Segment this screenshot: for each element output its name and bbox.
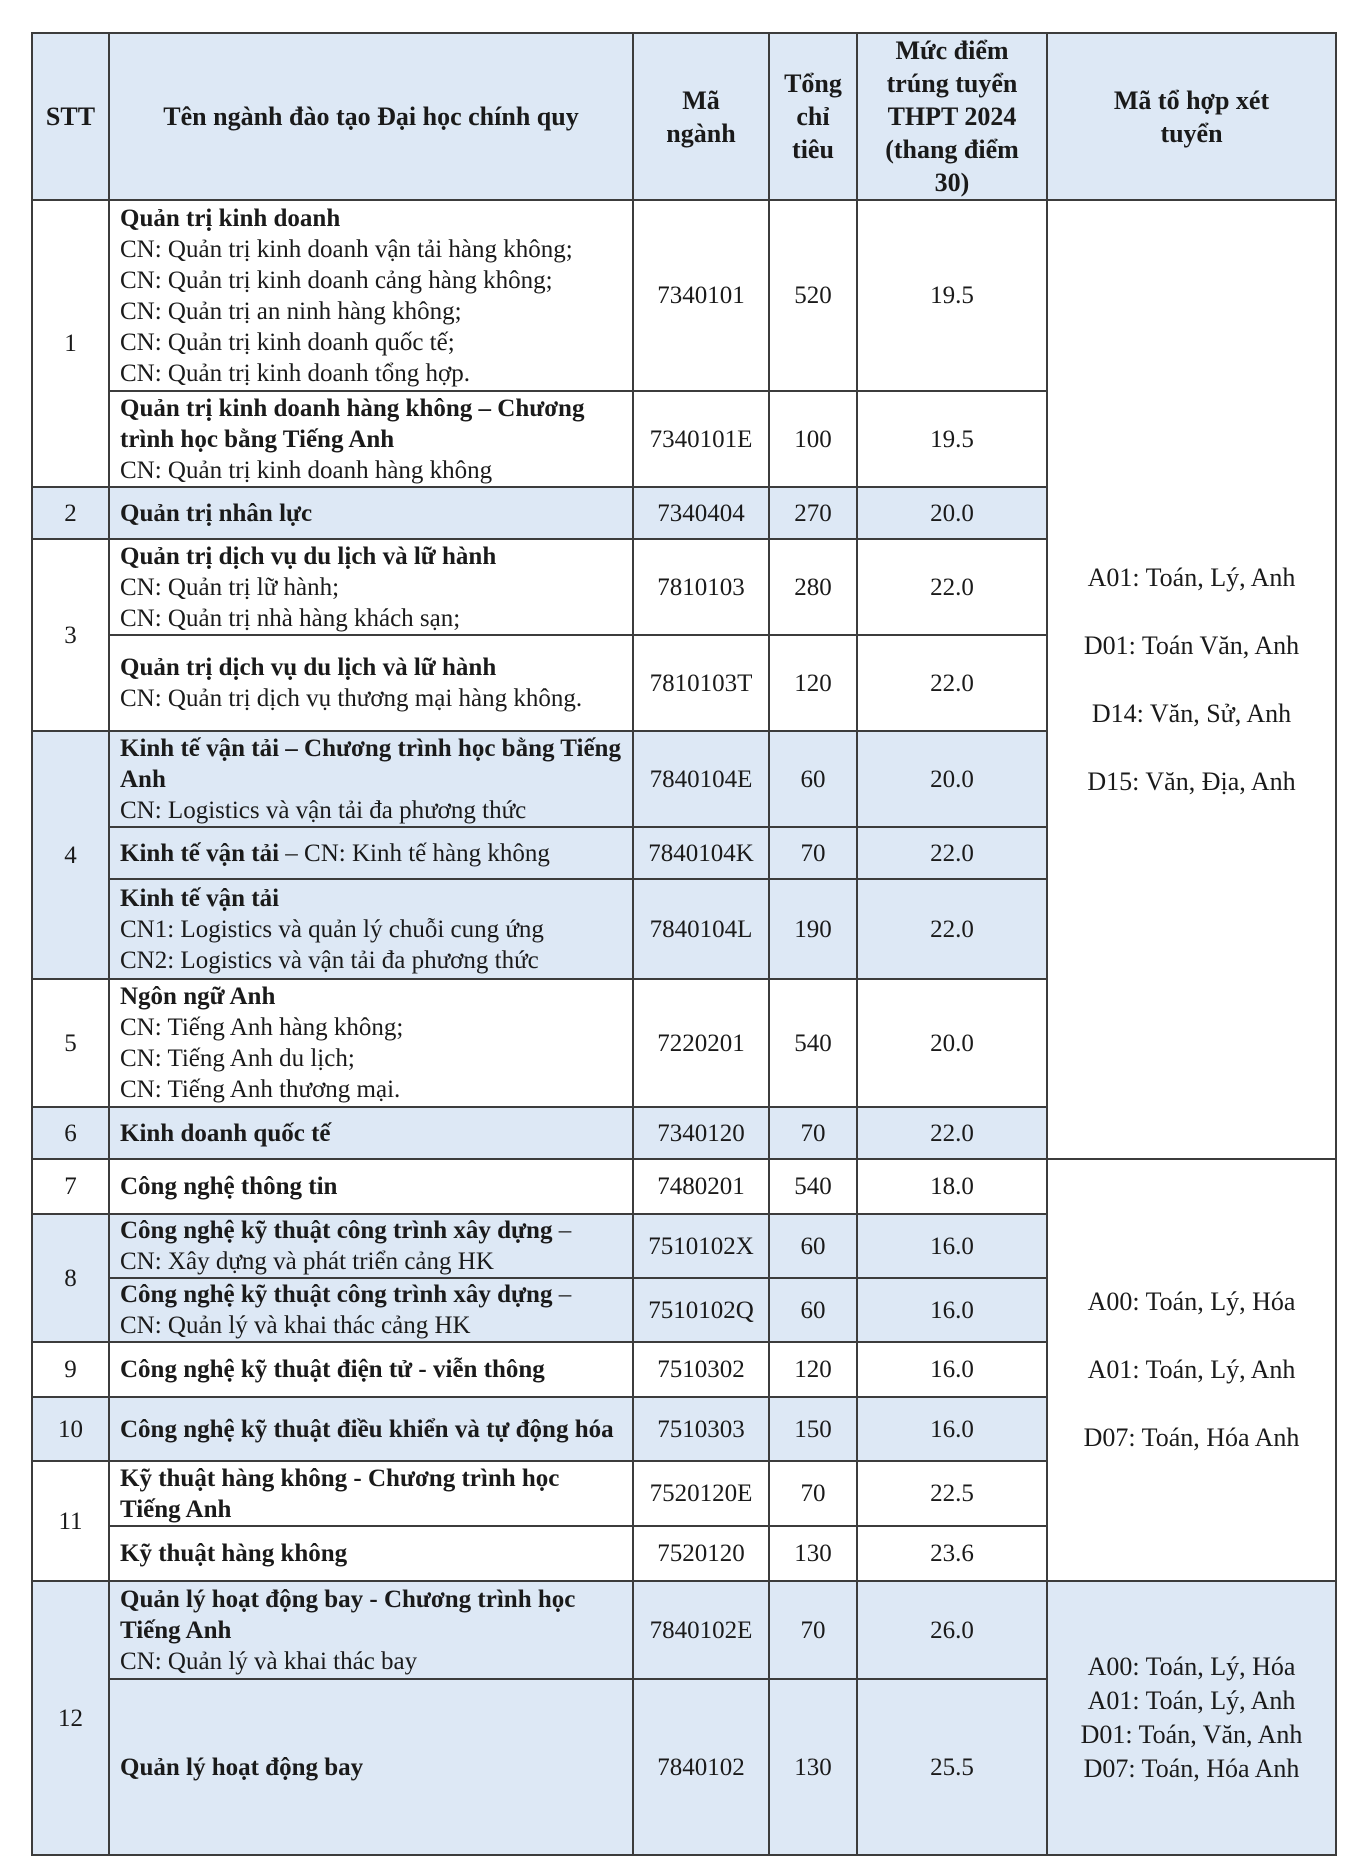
stt-cell: 8 bbox=[32, 1214, 109, 1342]
header-row bbox=[32, 33, 1336, 200]
stt-cell: 6 bbox=[32, 1107, 109, 1159]
program-name: Công nghệ thông tin bbox=[120, 1173, 338, 1200]
program-code: 7220201 bbox=[633, 979, 769, 1107]
program-spec: CN: Logistics và vận tải đa phương thức bbox=[120, 796, 527, 824]
combination-item: A00: Toán, Lý, Hóa bbox=[1087, 1287, 1296, 1316]
program-name: Kỹ thuật hàng không bbox=[120, 1540, 348, 1567]
quota: 60 bbox=[769, 731, 857, 827]
quota: 280 bbox=[769, 539, 857, 635]
combination-item: D07: Toán, Hóa Anh bbox=[1083, 1423, 1300, 1452]
score: 20.0 bbox=[857, 487, 1047, 539]
program-name: Quản trị nhân lực bbox=[120, 499, 313, 527]
combination-cell-group2 bbox=[1047, 1159, 1336, 1581]
combination-cell-group1 bbox=[1047, 200, 1336, 1159]
program-name-cell bbox=[109, 391, 633, 487]
program-code: 7510302 bbox=[633, 1342, 769, 1397]
program-name: Công nghệ kỹ thuật điều khiển và tự động hóa bbox=[120, 1415, 614, 1443]
program-code: 7840102E bbox=[633, 1581, 769, 1679]
program-name: Kinh tế vận tải bbox=[120, 839, 280, 867]
program-name-cell bbox=[109, 979, 633, 1107]
program-code: 7340404 bbox=[633, 487, 769, 539]
score: 22.0 bbox=[857, 635, 1047, 731]
stt-cell: 12 bbox=[32, 1581, 109, 1855]
program-spec: CN: Xây dựng và phát triển cảng HK bbox=[120, 1248, 494, 1275]
quota: 120 bbox=[769, 635, 857, 731]
program-name: Công nghệ kỹ thuật công trình xây dựng bbox=[120, 1281, 553, 1308]
program-name-cell bbox=[109, 1278, 633, 1342]
table-row bbox=[32, 1159, 1336, 1214]
program-spec: CN2: Logistics và vận tải đa phương thức bbox=[120, 946, 539, 974]
score: 19.5 bbox=[857, 200, 1047, 391]
score: 22.0 bbox=[857, 879, 1047, 979]
combination-item: D15: Văn, Địa, Anh bbox=[1087, 766, 1296, 796]
score: 16.0 bbox=[857, 1214, 1047, 1278]
stt-cell: 9 bbox=[32, 1342, 109, 1397]
program-code: 7510102X bbox=[633, 1214, 769, 1278]
program-spec: CN: Quản trị an ninh hàng không; bbox=[120, 297, 462, 325]
program-code: 7840102 bbox=[633, 1679, 769, 1855]
program-code: 7840104L bbox=[633, 879, 769, 979]
stt-cell: 2 bbox=[32, 487, 109, 539]
score: 18.0 bbox=[857, 1159, 1047, 1214]
quota: 540 bbox=[769, 1159, 857, 1214]
program-spec: CN: Quản trị nhà hàng khách sạn; bbox=[120, 604, 461, 632]
program-spec: CN: Quản trị dịch vụ thương mại hàng không. bbox=[120, 685, 583, 712]
program-name: Kinh doanh quốc tế bbox=[120, 1119, 331, 1147]
score: 22.0 bbox=[857, 1107, 1047, 1159]
program-name-cell bbox=[109, 731, 633, 827]
admission-score-table-wrapper bbox=[31, 32, 1335, 1856]
program-name-cell bbox=[109, 879, 633, 979]
stt-cell: 1 bbox=[32, 200, 109, 487]
header-score: Mức điểm trúng tuyển THPT 2024 (thang điểm 30) bbox=[857, 33, 1047, 200]
program-name: Kinh tế vận tải – Chương trình học bằng Tiếng Anh bbox=[120, 734, 621, 793]
program-code: 7520120E bbox=[633, 1461, 769, 1526]
program-name-cell bbox=[109, 539, 633, 635]
program-spec: CN: Tiếng Anh du lịch; bbox=[120, 1045, 355, 1072]
quota: 540 bbox=[769, 979, 857, 1107]
score: 22.5 bbox=[857, 1461, 1047, 1526]
program-spec: CN: Quản trị lữ hành; bbox=[120, 573, 340, 601]
stt-cell: 11 bbox=[32, 1461, 109, 1581]
program-spec: CN: Quản lý và khai thác cảng HK bbox=[120, 1312, 471, 1339]
program-spec: CN1: Logistics và quản lý chuỗi cung ứng bbox=[120, 915, 544, 943]
program-code: 7810103 bbox=[633, 539, 769, 635]
program-name: Kỹ thuật hàng không - Chương trình học Tiếng Anh bbox=[120, 1464, 560, 1523]
program-code: 7510303 bbox=[633, 1397, 769, 1461]
score: 22.0 bbox=[857, 539, 1047, 635]
program-name-cell bbox=[109, 1397, 633, 1461]
combination-item: D07: Toán, Hóa Anh bbox=[1083, 1754, 1300, 1783]
quota: 60 bbox=[769, 1214, 857, 1278]
program-name: Công nghệ kỹ thuật điện tử - viễn thông bbox=[120, 1356, 545, 1383]
program-name-suffix: – CN: Kinh tế hàng không bbox=[279, 839, 550, 867]
program-spec: CN: Quản lý và khai thác bay bbox=[120, 1647, 418, 1675]
program-name: Quản trị dịch vụ du lịch và lữ hành bbox=[120, 654, 497, 681]
quota: 70 bbox=[769, 827, 857, 879]
table-row bbox=[32, 1581, 1336, 1679]
program-spec: CN: Quản trị kinh doanh cảng hàng không; bbox=[120, 266, 553, 294]
score: 16.0 bbox=[857, 1278, 1047, 1342]
stt-cell: 10 bbox=[32, 1397, 109, 1461]
quota: 70 bbox=[769, 1581, 857, 1679]
program-name-cell bbox=[109, 1214, 633, 1278]
program-spec: CN: Quản trị kinh doanh tổng hợp. bbox=[120, 359, 470, 387]
program-spec: CN: Quản trị kinh doanh vận tải hàng không; bbox=[120, 235, 573, 263]
combination-item: A00: Toán, Lý, Hóa bbox=[1087, 1652, 1296, 1681]
program-name: Quản trị kinh doanh bbox=[120, 204, 341, 232]
quota: 100 bbox=[769, 391, 857, 487]
program-name: Quản trị dịch vụ du lịch và lữ hành bbox=[120, 542, 497, 570]
quota: 60 bbox=[769, 1278, 857, 1342]
program-code: 7340101 bbox=[633, 200, 769, 391]
header-combination: Mã tổ hợp xét tuyển bbox=[1047, 33, 1336, 200]
program-name-cell bbox=[109, 487, 633, 539]
program-name-cell bbox=[109, 1581, 633, 1679]
program-code: 7840104K bbox=[633, 827, 769, 879]
combination-cell-group3 bbox=[1047, 1581, 1336, 1855]
score: 26.0 bbox=[857, 1581, 1047, 1679]
program-code: 7340101E bbox=[633, 391, 769, 487]
score: 25.5 bbox=[857, 1679, 1047, 1855]
program-code: 7520120 bbox=[633, 1526, 769, 1581]
program-code: 7840104E bbox=[633, 731, 769, 827]
header-program-code: Mã ngành bbox=[633, 33, 769, 200]
program-name: Công nghệ kỹ thuật công trình xây dựng bbox=[120, 1217, 553, 1244]
program-name-cell bbox=[109, 1159, 633, 1214]
quota: 520 bbox=[769, 200, 857, 391]
header-program-name: Tên ngành đào tạo Đại học chính quy bbox=[109, 33, 633, 200]
program-code: 7480201 bbox=[633, 1159, 769, 1214]
stt-cell: 4 bbox=[32, 731, 109, 979]
table-row bbox=[32, 200, 1336, 391]
score: 20.0 bbox=[857, 731, 1047, 827]
combination-item: A01: Toán, Lý, Anh bbox=[1087, 562, 1296, 592]
quota: 70 bbox=[769, 1107, 857, 1159]
combination-item: D01: Toán, Văn, Anh bbox=[1080, 1720, 1303, 1749]
combination-item: A01: Toán, Lý, Anh bbox=[1087, 1686, 1296, 1715]
score: 23.6 bbox=[857, 1526, 1047, 1581]
program-name: Quản trị kinh doanh hàng không – Chương trình học bằng Tiếng Anh bbox=[120, 394, 585, 453]
quota: 130 bbox=[769, 1526, 857, 1581]
program-name: Quản lý hoạt động bay - Chương trình học Tiếng Anh bbox=[120, 1585, 576, 1644]
program-name-cell bbox=[109, 1107, 633, 1159]
program-name-cell bbox=[109, 827, 633, 879]
program-name-cell bbox=[109, 1526, 633, 1581]
admission-score-table bbox=[31, 32, 1337, 1856]
stt-cell: 7 bbox=[32, 1159, 109, 1214]
program-name-suffix: – bbox=[552, 1217, 572, 1244]
program-code: 7340120 bbox=[633, 1107, 769, 1159]
program-name-cell bbox=[109, 1461, 633, 1526]
program-spec: CN: Quản trị kinh doanh quốc tế; bbox=[120, 328, 455, 356]
program-code: 7510102Q bbox=[633, 1278, 769, 1342]
score: 16.0 bbox=[857, 1397, 1047, 1461]
program-name-cell bbox=[109, 1679, 633, 1855]
combination-item: D01: Toán Văn, Anh bbox=[1083, 630, 1300, 660]
score: 22.0 bbox=[857, 827, 1047, 879]
combination-item: A01: Toán, Lý, Anh bbox=[1087, 1355, 1296, 1384]
program-spec: CN: Tiếng Anh hàng không; bbox=[120, 1014, 404, 1041]
stt-cell: 5 bbox=[32, 979, 109, 1107]
combination-item: D14: Văn, Sử, Anh bbox=[1091, 698, 1292, 728]
program-code: 7810103T bbox=[633, 635, 769, 731]
program-name-cell bbox=[109, 1342, 633, 1397]
quota: 70 bbox=[769, 1461, 857, 1526]
stt-cell: 3 bbox=[32, 539, 109, 731]
quota: 190 bbox=[769, 879, 857, 979]
quota: 130 bbox=[769, 1679, 857, 1855]
header-stt: STT bbox=[32, 33, 109, 200]
program-spec: CN: Quản trị kinh doanh hàng không bbox=[120, 456, 493, 484]
program-name-suffix: – bbox=[552, 1281, 572, 1308]
quota: 120 bbox=[769, 1342, 857, 1397]
score: 16.0 bbox=[857, 1342, 1047, 1397]
header-quota: Tổng chỉ tiêu bbox=[769, 33, 857, 200]
program-name: Kinh tế vận tải bbox=[120, 884, 280, 912]
score: 19.5 bbox=[857, 391, 1047, 487]
program-name: Quản lý hoạt động bay bbox=[120, 1753, 364, 1781]
quota: 270 bbox=[769, 487, 857, 539]
score: 20.0 bbox=[857, 979, 1047, 1107]
quota: 150 bbox=[769, 1397, 857, 1461]
program-name: Ngôn ngữ Anh bbox=[120, 983, 276, 1010]
program-name-cell bbox=[109, 635, 633, 731]
program-name-cell bbox=[109, 200, 633, 391]
program-spec: CN: Tiếng Anh thương mại. bbox=[120, 1076, 401, 1103]
